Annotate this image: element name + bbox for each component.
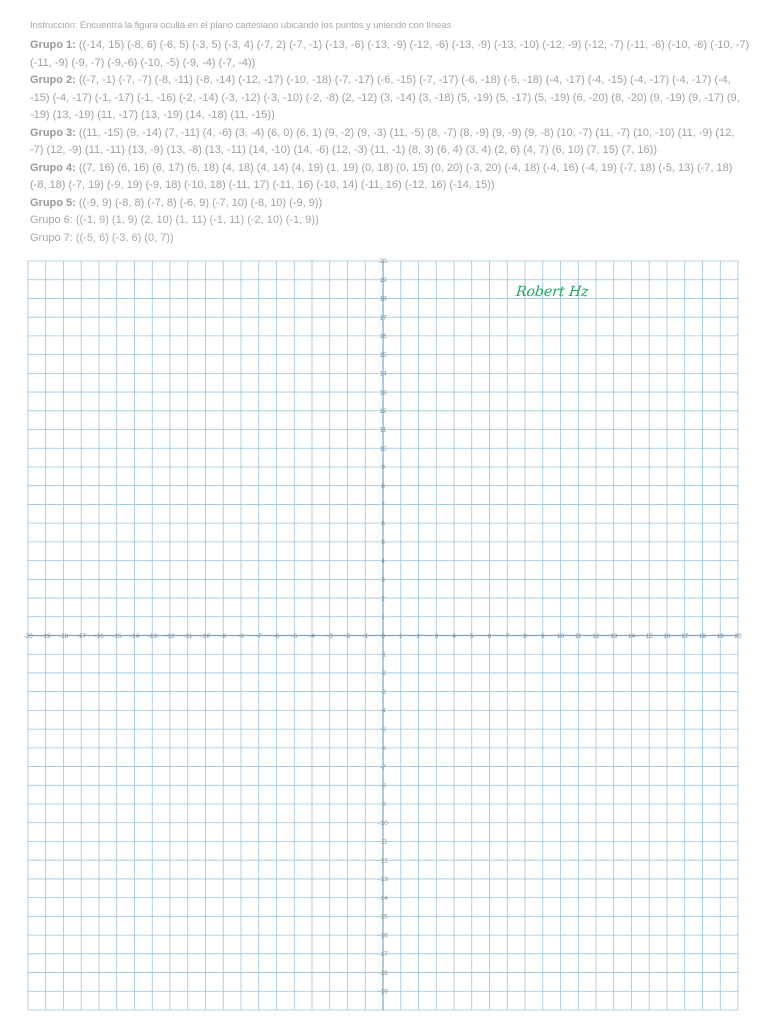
y-tick-label: 11: [379, 426, 387, 434]
x-tick-label: -12: [165, 633, 175, 640]
x-tick-label: 16: [663, 633, 671, 640]
group-points: ((-1, 9) (1, 9) (2, 10) (1, 11) (-1, 11) (-2, 10) (-1, 9)): [75, 214, 319, 226]
x-tick-label: 7: [505, 633, 510, 640]
x-tick-label: 3: [434, 633, 439, 640]
y-tick-label: -17: [378, 951, 388, 959]
y-tick-label: 7: [381, 501, 385, 509]
y-tick-label: 12: [379, 408, 387, 415]
x-tick-label: -10: [200, 633, 211, 640]
x-tick-label: 17: [681, 633, 689, 640]
x-tick-label: 2: [416, 633, 421, 640]
y-tick-label: -15: [378, 913, 388, 921]
x-tick-label: 5: [469, 633, 474, 640]
group-name: Grupo 2:: [30, 74, 79, 86]
y-tick-label: 14: [379, 370, 387, 378]
y-tick-label: -16: [378, 932, 388, 940]
y-tick-label: -7: [380, 763, 386, 771]
x-tick-label: -9: [220, 633, 227, 640]
x-tick-label: -14: [129, 633, 140, 640]
x-tick-label: 20: [734, 633, 742, 640]
x-tick-label: -2: [344, 633, 351, 640]
x-tick-label: -13: [147, 633, 157, 640]
x-tick-label: -20: [23, 633, 33, 640]
y-tick-label: 1: [381, 613, 385, 621]
x-tick-label: 9: [540, 633, 545, 640]
x-tick-label: -18: [58, 633, 69, 640]
y-tick-label: -5: [380, 726, 386, 734]
x-tick-label: 10: [556, 633, 565, 640]
y-tick-label: 19: [379, 276, 387, 284]
x-tick-label: -15: [112, 633, 122, 640]
y-tick-label: 10: [379, 445, 387, 453]
group-points: ((-7, -1) (-7, -7) (-8, -11) (-8, -14) (-12, -17) (-10, -18) (-7, -17) (-6, -15) (-7, -17) (-6, -18) (-5, -18) (-4, -17) (-4, -15) (-4, -17) (-4, -17) (-4, -15) (-4, -17) (-1, -17) (-1, -16) (-2, -14) (-3, -12) (-3, -10) (-2, -8) (2, -12) (3, -14) (3, -18) (5, -19) (5, -17) (5, -19) (6, -20) (8, -20) (9, -19) (9, -17) (9, -19) (13, -19) (11, -17) (13, -19) (14, -18) (11, -15)): [30, 74, 740, 121]
x-tick-label: -5: [291, 633, 298, 640]
group-points: ((7, 16) (6, 16) (6, 17) (5, 18) (4, 18) (4, 14) (4, 19) (1, 19) (0, 18) (0, 15) (0, 20) (-3, 20) (-4, 18) (-4, 16) (-4, 19) (-7, 18) (-5, 13) (-7, 18) (-8, 18) (-7, 19) (-9, 19) (-9, 18) (-10, 18) (-11, 17) (-11, 16) (-10, 14) (-11, 16) (-12, 16) (-14, 15)): [30, 161, 733, 191]
group-name: Grupo 5:: [30, 196, 79, 209]
group-4: [30, 160, 750, 195]
y-tick-label: -2: [380, 670, 386, 678]
y-tick-label: 6: [381, 520, 385, 528]
x-tick-label: 0: [381, 633, 385, 640]
y-tick-label: -14: [378, 894, 388, 902]
point-groups: [30, 37, 750, 247]
y-tick-label: -1: [380, 651, 386, 659]
group-points: ((-9, 9) (-8, 8) (-7, 8) (-6, 9) (-7, 10) (-8, 10) (-9, 9)): [78, 196, 323, 209]
y-tick-label: 15: [379, 351, 387, 359]
group-name: Grupo 1:: [30, 39, 79, 51]
x-tick-label: 8: [523, 633, 527, 640]
group-points: ((-14, 15) (-8, 6) (-6, 5) (-3, 5) (-3, 4) (-7, 2) (-7, -1) (-13, -6) (-13, -9) (-12, -6) (-13, -9) (-13, -10) (-12, -9) (-12, -7) (-11, -6) (-10, -6) (-10, -7) (-11, -9) (-9, -7) (-9,-6) (-10, -5) (-9, -4) (-7, -4)): [30, 39, 750, 69]
y-tick-label: -9: [380, 801, 386, 809]
y-tick-label: 13: [379, 389, 387, 397]
signature: Robert Hz: [515, 284, 590, 300]
group-1: [30, 37, 750, 72]
x-tick-label: 6: [487, 633, 492, 640]
group-name: Grupo 7:: [30, 231, 76, 244]
y-tick-label: 4: [381, 557, 385, 565]
y-tick-label: -13: [378, 876, 388, 884]
y-tick-label: 17: [379, 314, 387, 322]
group-7: [30, 230, 750, 248]
x-tick-label: -17: [76, 633, 86, 640]
y-tick-label: -10: [378, 819, 388, 827]
x-tick-label: 14: [627, 633, 636, 640]
x-tick-label: -6: [273, 633, 280, 640]
x-tick-label: 1: [398, 633, 403, 640]
x-tick-label: 19: [716, 633, 724, 640]
y-tick-label: 20: [379, 258, 387, 266]
cartesian-plane: [0, 255, 768, 1024]
x-tick-label: -19: [41, 633, 51, 640]
y-tick-label: -11: [378, 838, 388, 846]
x-tick-label: -4: [309, 633, 315, 640]
x-tick-label: 12: [592, 633, 600, 640]
x-tick-label: 4: [452, 633, 456, 640]
group-6: [30, 212, 750, 230]
y-tick-label: 5: [381, 539, 385, 547]
y-tick-label: -18: [378, 969, 388, 977]
y-tick-label: 16: [379, 333, 387, 341]
x-tick-label: 15: [645, 633, 653, 640]
group-name: Grupo 6:: [30, 214, 76, 226]
y-tick-label: 18: [379, 295, 387, 303]
instruction-text: Instrucción: Encuentra la figura oculta en el plano cartesiano ubicando los puntos y uniendo con líneas: [30, 20, 452, 31]
x-tick-label: 13: [610, 633, 618, 640]
x-tick-label: -16: [94, 633, 104, 640]
group-3: [30, 125, 750, 160]
group-5: [30, 195, 750, 213]
y-tick-label: -19: [378, 988, 388, 996]
x-tick-label: -1: [362, 633, 369, 640]
y-tick-label: 8: [381, 482, 385, 490]
y-tick-label: -3: [380, 688, 386, 696]
x-tick-label: -7: [255, 633, 262, 640]
y-tick-label: -4: [380, 707, 386, 715]
cartesian-plane-svg: [0, 255, 768, 1024]
group-name: Grupo 3:: [30, 126, 79, 139]
y-tick-label: 9: [381, 464, 385, 472]
x-tick-label: 11: [574, 633, 582, 640]
group-points: ((-5, 6) (-3, 6) (0, 7)): [75, 231, 174, 244]
y-tick-label: 2: [381, 595, 385, 603]
x-tick-label: 18: [698, 633, 707, 640]
x-tick-label: -8: [238, 633, 244, 640]
y-tick-label: -8: [380, 782, 386, 790]
y-tick-label: -12: [378, 857, 388, 865]
instructions-block: [30, 20, 750, 247]
y-tick-label: 3: [381, 576, 385, 584]
x-tick-label: -11: [183, 633, 193, 640]
group-points: ((11, -15) (9, -14) (7, -11) (4, -6) (3, -4) (6, 0) (6, 1) (9, -2) (9, -3) (11, -5) (8, -7) (8, -9) (9, -9) (9, -8) (10, -7) (11, -7) (10, -10) (11, -9) (12, -7) (12, -9) (11, -11) (13, -9) (13, -8) (13, -11) (14, -10) (14, -6) (12, -3) (11, -1) (8, 3) (6, 4) (3, 4) (2, 6) (4, 7) (6, 10) (7, 15) (7, 16)): [30, 126, 735, 156]
group-name: Grupo 4:: [30, 161, 79, 174]
group-2: [30, 72, 750, 125]
y-tick-label: -6: [380, 745, 386, 753]
x-tick-label: -3: [326, 633, 333, 640]
